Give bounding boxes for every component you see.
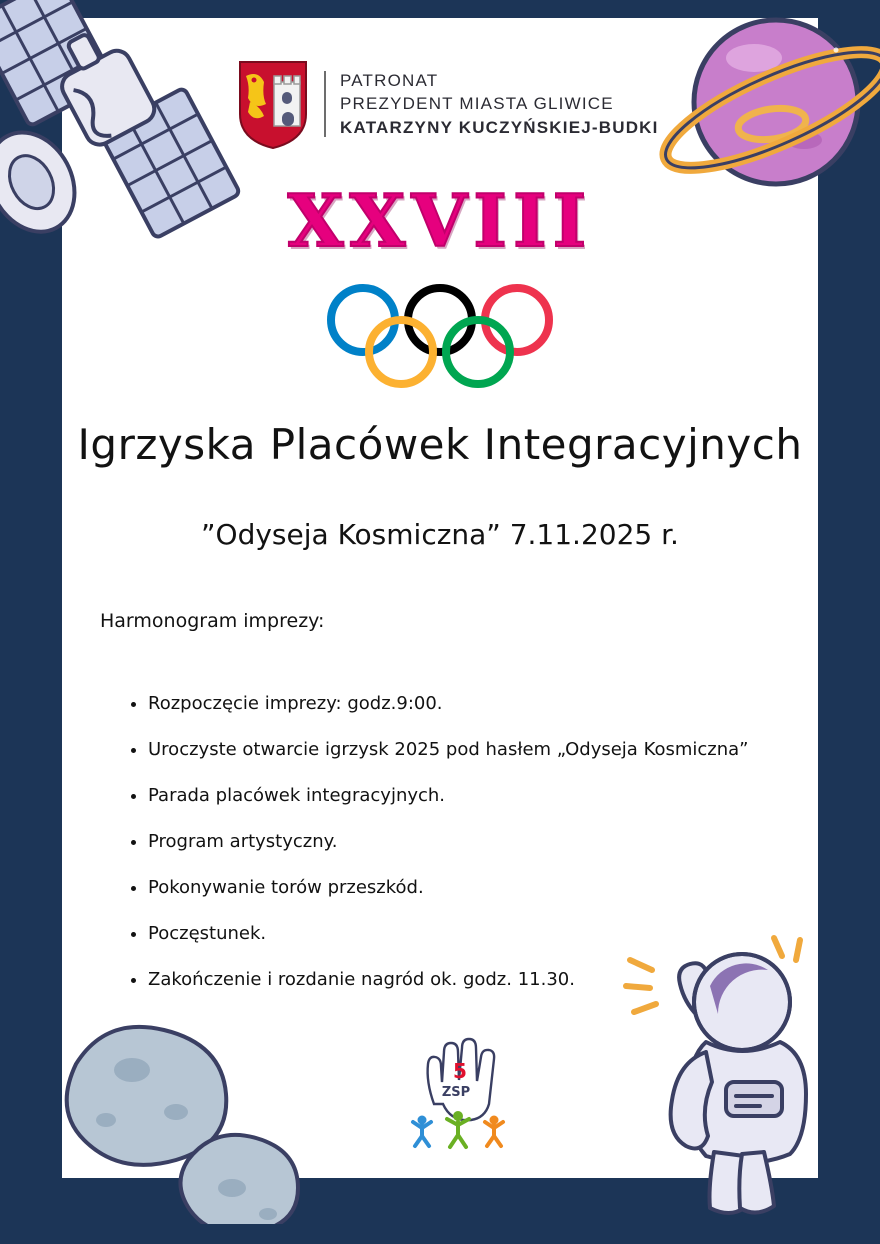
page-title: Igrzyska Placówek Integracyjnych xyxy=(77,420,803,469)
list-item: • Poczęstunek. xyxy=(148,925,788,943)
list-item: • Parada placówek integracyjnych. xyxy=(148,787,788,805)
patronage-line-2: PREZYDENT MIASTA GLIWICE xyxy=(340,94,614,114)
school-logo-number: 5 xyxy=(453,1059,467,1083)
patronage-text xyxy=(340,69,659,139)
school-logo xyxy=(400,1020,520,1150)
olympic-rings xyxy=(0,280,880,395)
list-item: • Zakończenie i rozdanie nagród ok. godz. 11.30. xyxy=(148,971,788,989)
hand-with-children-logo-icon xyxy=(400,1020,520,1150)
patronage-divider xyxy=(324,71,326,137)
patronage-line-3: KATARZYNY KUCZYŃSKIEJ-BUDKI xyxy=(340,117,659,137)
gliwice-coat-of-arms-icon xyxy=(236,58,310,150)
olympic-rings-icon xyxy=(315,280,565,390)
school-logo-abbrev: ZSP xyxy=(441,1085,471,1100)
edition-numeral: XXVIII xyxy=(287,178,593,263)
patronage-header xyxy=(236,58,659,150)
patronage-line-1: PATRONAT xyxy=(340,70,439,90)
list-item: • Rozpoczęcie imprezy: godz.9:00. xyxy=(148,695,788,713)
list-item: • Program artystyczny. xyxy=(148,833,788,851)
schedule-list xyxy=(112,695,788,1017)
page-subtitle: ”Odyseja Kosmiczna” 7.11.2025 r. xyxy=(201,518,679,551)
list-item: • Uroczyste otwarcie igrzysk 2025 pod hasłem „Odyseja Kosmiczna” xyxy=(148,741,788,759)
schedule-heading: Harmonogram imprezy: xyxy=(100,610,325,632)
list-item: • Pokonywanie torów przeszkód. xyxy=(148,879,788,897)
